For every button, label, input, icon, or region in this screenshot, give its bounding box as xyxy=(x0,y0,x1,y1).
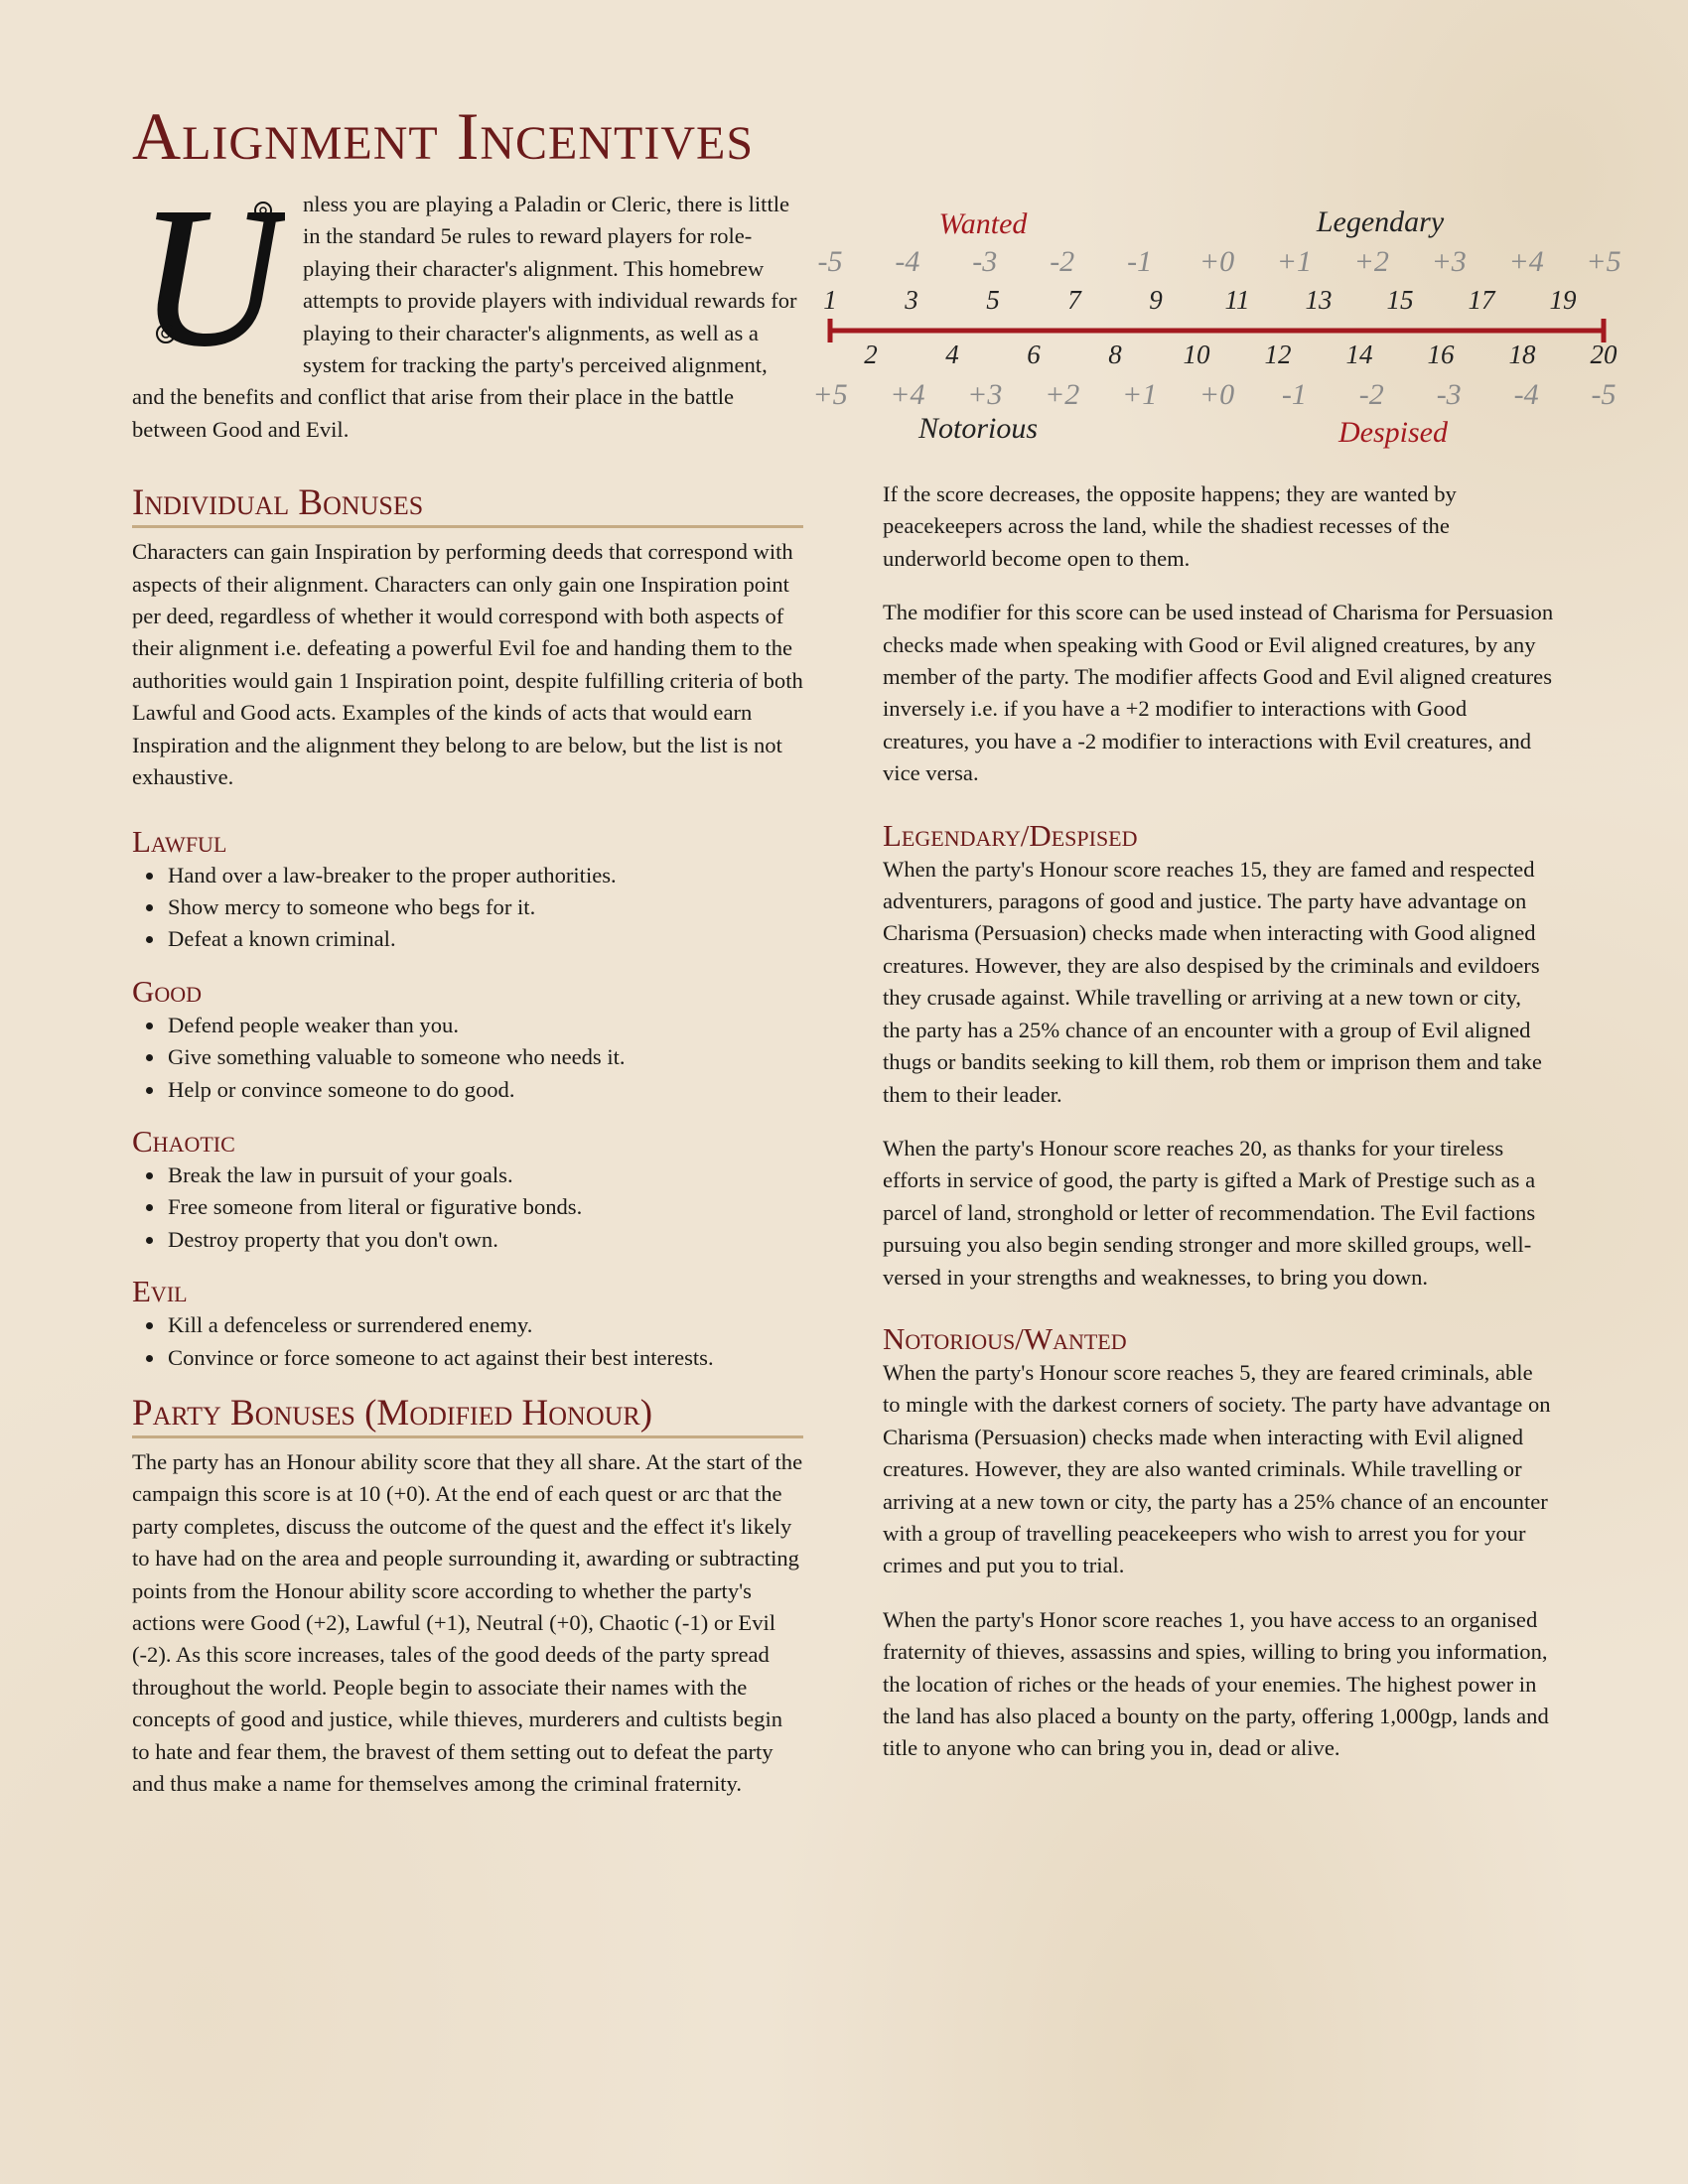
bottom-modifier: +5 xyxy=(812,378,848,411)
score-label: 3 xyxy=(905,285,918,315)
score-label: 14 xyxy=(1345,340,1373,369)
bottom-modifier: +4 xyxy=(890,378,925,411)
score-label: 15 xyxy=(1386,285,1414,315)
score-label: 13 xyxy=(1305,285,1333,315)
alignment-heading-evil: Evil xyxy=(132,1274,188,1309)
individual-bonuses-text: Characters can gain Inspiration by performing deeds that correspond with aspects of their alignment. Characters can only gain one Inspiration point per deed, regardless of whether it would correspond with both aspects of their alignment i.e. defeating a powerful Evil foe and handing them to the authorities would gain 1 Inspiration point, despite fulfilling criteria of both Lawful and Good acts. Examples of the kinds of acts that would earn Inspiration and the alignment they belong to are below, but the list is not exhaustive. xyxy=(132,539,803,790)
top-modifier: +3 xyxy=(1431,245,1467,278)
individual-bonuses-heading: Individual Bonuses xyxy=(132,481,803,528)
right-column xyxy=(883,478,1554,1765)
bottom-modifier: +1 xyxy=(1121,378,1158,411)
list-item: • Defend people weaker than you. xyxy=(166,1010,803,1041)
list-item: • Destroy property that you don't own. xyxy=(166,1224,803,1256)
good-list xyxy=(132,1010,803,1106)
list-item: • Help or convince someone to do good. xyxy=(166,1074,803,1106)
dropcap-glyph: U xyxy=(138,185,283,355)
score-label: 5 xyxy=(986,285,1000,315)
top-modifier: -4 xyxy=(895,245,920,278)
party-bonuses-heading: Party Bonuses (Modified Honour) xyxy=(132,1392,803,1438)
alignment-heading-good: Good xyxy=(132,973,203,1009)
list-item: • Show mercy to someone who begs for it. xyxy=(166,891,803,923)
bottom-modifier: +2 xyxy=(1045,378,1080,411)
score-label: 8 xyxy=(1108,340,1122,369)
score-label: 4 xyxy=(945,340,959,369)
score-label: 1 xyxy=(823,285,837,315)
lawful-list xyxy=(132,860,803,956)
score-label: 11 xyxy=(1224,285,1250,315)
top-modifier: -1 xyxy=(1127,245,1153,278)
intro-text: nless you are playing a Paladin or Cleric, there is little in the standard 5e rules to reward players for role-playing their character's alignment. This homebrew attempts to provide players with individual rewards for playing to their character's alignments, as well as a system for tracking the party's perceived alignment, and the benefits and conflict that arise from their place in the battle between Good and Evil. xyxy=(132,192,797,442)
top-modifier: +0 xyxy=(1198,245,1235,278)
party-bonuses-text: The party has an Honour ability score that they all share. At the start of the campaign this score is at 10 (+0). At the end of each quest or arc that the party completes, discuss the outcome of the quest and the effect it's likely to have had on the area and people surrounding it, awarding or subtracting points from the Honour ability score according to whether the party's actions were Good (+2), Lawful (+1), Neutral (+0), Chaotic (-1) or Evil (-2). As this score increases, tales of the good deeds of the party spread throughout the world. People begin to associate their names with the concepts of good and justice, while thieves, murderers and cultists begin to hate and fear them, the bravest of them setting out to defeat the party and thus make a name for themselves among the criminal fraternity. xyxy=(132,1448,803,1797)
top-modifier: +4 xyxy=(1508,245,1544,278)
chaotic-list xyxy=(132,1160,803,1256)
score-label: 16 xyxy=(1427,340,1455,369)
score-label: 20 xyxy=(1590,340,1618,369)
legendary-text-1: When the party's Honour score reaches 15, they are famed and respected adventurers, paragons of good and justice. The party have advantage on Charisma (Persuasion) checks made when interacting with Good aligned creatures. However, they are also despised by the criminals and evildoers they crusade against. While travelling or arriving at a new town or city, the party has a 25% chance of an encounter with a group of Evil aligned thugs or bandits seeking to kill them, rob them or imprison them and take them to their leader. xyxy=(883,856,1542,1107)
intro-section xyxy=(132,185,803,446)
bottom-modifier: +3 xyxy=(967,378,1003,411)
bottom-modifier: -5 xyxy=(1591,378,1617,411)
bottom-modifier: -1 xyxy=(1281,378,1307,411)
wanted-label: Wanted xyxy=(938,207,1028,240)
list-item: • Give something valuable to someone who needs it. xyxy=(166,1041,803,1073)
list-item: • Kill a defenceless or surrendered enemy. xyxy=(166,1309,803,1341)
legendary-despised-heading: Legendary/Despised xyxy=(883,817,1138,853)
despised-label: Despised xyxy=(1338,416,1448,449)
score-label: 2 xyxy=(864,340,878,369)
score-decrease-text: If the score decreases, the opposite happens; they are wanted by peacekeepers across the land, while the shadiest recesses of the underworld become open to them. xyxy=(883,481,1457,571)
score-label: 17 xyxy=(1468,285,1495,315)
score-label: 10 xyxy=(1183,340,1210,369)
notorious-wanted-heading: Notorious/Wanted xyxy=(883,1320,1127,1356)
bottom-modifier: -4 xyxy=(1513,378,1539,411)
notorious-text-2: When the party's Honor score reaches 1, you have access to an organised fraternity of thieves, assassins and spies, willing to bring you information, the location of riches or the heads of your enemies. The highest power in the land has also placed a bounty on the party, offering 1,000gp, lands and title to anyone who can bring you in, dead or alive. xyxy=(883,1606,1549,1761)
top-modifier: -5 xyxy=(817,245,843,278)
modifier-text: The modifier for this score can be used instead of Charisma for Persuasion checks made when speaking with Good or Evil aligned creatures, by any member of the party. The modifier affects Good and Evil aligned creatures inversely i.e. if you have a +2 modifier to interactions with Good creatures, you have a -2 modifier to interactions with Evil creatures, and vice versa. xyxy=(883,600,1554,786)
page-title: Alignment Incentives xyxy=(132,98,755,174)
score-label: 19 xyxy=(1549,285,1577,315)
list-item: • Defeat a known criminal. xyxy=(166,923,803,955)
alignment-heading-lawful: Lawful xyxy=(132,823,227,859)
score-label: 12 xyxy=(1264,340,1292,369)
left-column xyxy=(132,185,803,1800)
top-modifier: +5 xyxy=(1586,245,1621,278)
bottom-modifier: -2 xyxy=(1358,378,1384,411)
top-modifier: -2 xyxy=(1050,245,1075,278)
score-label: 9 xyxy=(1149,285,1163,315)
top-modifier: -3 xyxy=(972,245,998,278)
dropcap-letter xyxy=(136,185,285,355)
legendary-text-2: When the party's Honour score reaches 20, as thanks for your tireless efforts in service of good, the party is gifted a Mark of Prestige such as a parcel of land, stronghold or letter of recommendation. The Evil factions pursuing you also begin sending stronger and more skilled groups, well-versed in your strengths and weaknesses, to bring you down. xyxy=(883,1135,1536,1290)
notorious-label: Notorious xyxy=(917,412,1039,445)
score-label: 6 xyxy=(1027,340,1041,369)
notorious-text-1: When the party's Honour score reaches 5, they are feared criminals, able to mingle with the darkest corners of society. The party have advantage on Charisma (Persuasion) checks made when interacting with Evil aligned creatures. However, they are also wanted criminals. While travelling or arriving at a new town or city, the party has a 25% chance of an encounter with a group of travelling peacekeepers who wish to arrest you for your crimes and put you to trial. xyxy=(883,1359,1551,1578)
list-item: • Break the law in pursuit of your goals. xyxy=(166,1160,803,1191)
bottom-modifier: +0 xyxy=(1198,378,1235,411)
honour-scale-diagram xyxy=(794,194,1688,462)
score-label: 18 xyxy=(1508,340,1536,369)
evil-list xyxy=(132,1309,803,1374)
list-item: • Hand over a law-breaker to the proper authorities. xyxy=(166,860,803,891)
alignment-heading-chaotic: Chaotic xyxy=(132,1123,235,1159)
legendary-label: Legendary xyxy=(1316,205,1445,238)
score-label: 7 xyxy=(1067,285,1081,315)
list-item: • Free someone from literal or figurative bonds. xyxy=(166,1191,803,1223)
top-modifier: +2 xyxy=(1353,245,1389,278)
top-modifier: +1 xyxy=(1276,245,1313,278)
list-item: • Convince or force someone to act against their best interests. xyxy=(166,1342,803,1374)
bottom-modifier: -3 xyxy=(1436,378,1462,411)
